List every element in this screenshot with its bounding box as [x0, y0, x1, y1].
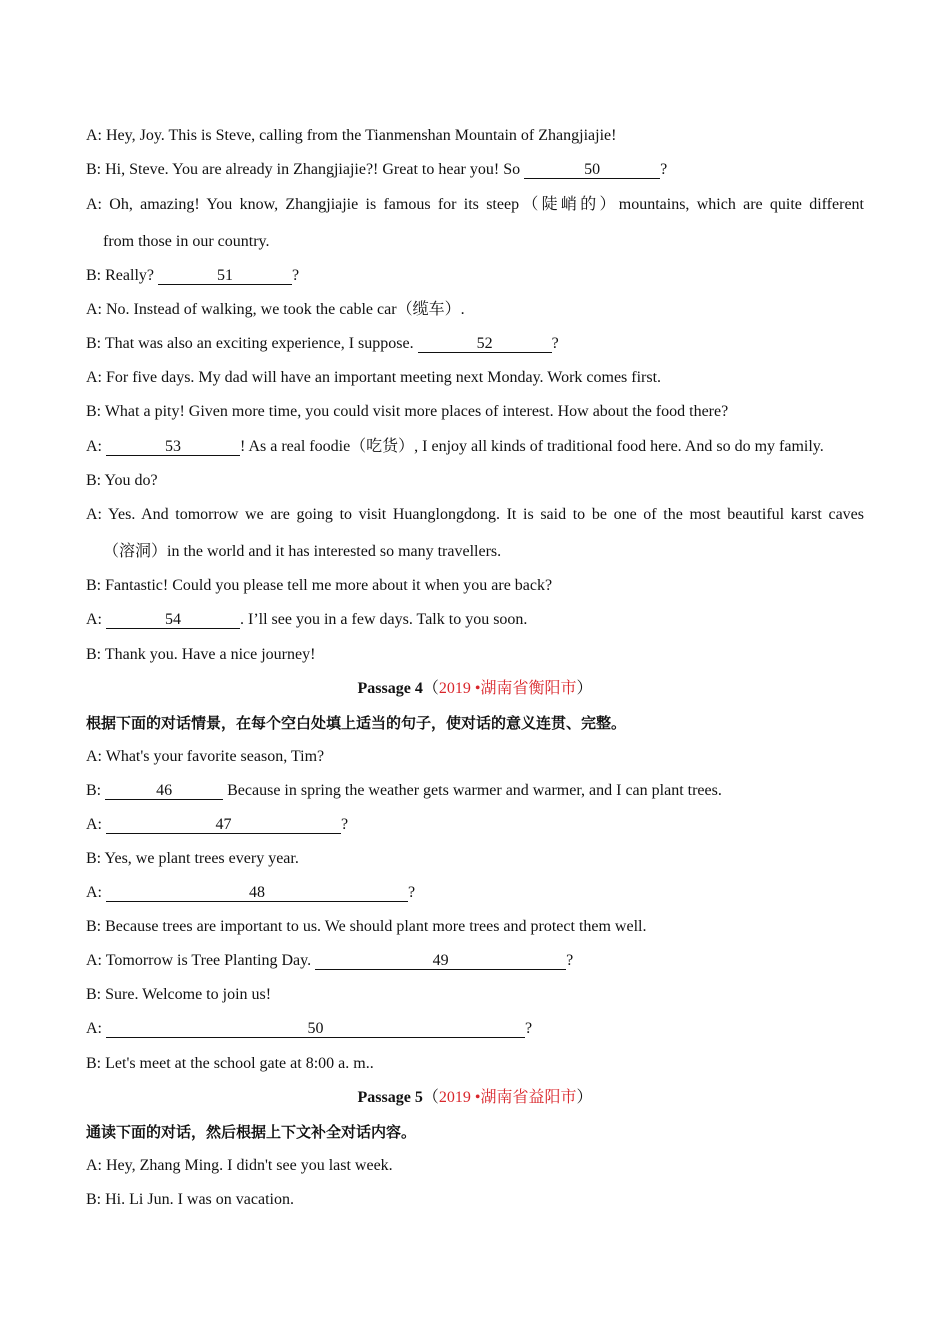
dialogue-line: [86, 814, 864, 836]
dialogue-line: [86, 882, 864, 904]
line-text: A: Tomorrow is Tree Planting Day.: [86, 952, 316, 969]
line-text: B: Sure. Welcome to join us!: [86, 986, 272, 1003]
dialogue-line: [86, 125, 864, 147]
line-text: A: Hey, Joy. This is Steve, calling from the Tianmenshan Mountain of Zhangjiajie!: [86, 127, 617, 144]
passage-heading: [86, 1087, 864, 1109]
line-text: . I’ll see you in a few days. Talk to you soon.: [240, 611, 528, 628]
line-text: A: Yes. And tomorrow we are going to visit Huanglongdong. It is said to be one of the most beautiful karst caves: [86, 506, 864, 523]
line-text: ?: [660, 161, 668, 178]
line-text: A: Hey, Zhang Ming. I didn't see you last week.: [86, 1157, 393, 1174]
line-text: ?: [291, 267, 300, 284]
line-text: B: You do?: [86, 472, 158, 489]
instruction-text: 根据下面的对话情景，在每个空白处填上适当的句子，使对话的意义连贯、完整。: [86, 714, 627, 732]
line-text: B:: [86, 782, 106, 799]
answer-blank-53[interactable]: 53: [106, 438, 240, 456]
line-text: B: That was also an exciting experience, I suppose.: [86, 335, 418, 352]
dialogue-line-continued: [103, 231, 864, 253]
passage-source: 2019 •湖南省衡阳市: [438, 680, 577, 697]
line-text: ?: [551, 335, 559, 352]
dialogue-line: [86, 436, 864, 458]
dialogue-line: [86, 644, 864, 666]
line-text: （溶洞）in the world and it has interested so many travellers.: [103, 543, 502, 560]
dialogue-line: [86, 609, 864, 631]
instruction: [86, 1121, 864, 1143]
line-text: ?: [525, 1020, 533, 1037]
line-text: B: Fantastic! Could you please tell me more about it when you are back?: [86, 577, 553, 594]
answer-blank-50[interactable]: 50: [524, 161, 660, 179]
line-text: A: What's your favorite season, Tim?: [86, 748, 325, 765]
line-text: B: Thank you. Have a nice journey!: [86, 646, 316, 663]
line-text: ?: [341, 816, 349, 833]
dialogue-line: [86, 333, 864, 355]
line-text: A: For five days. My dad will have an important meeting next Monday. Work comes first.: [86, 369, 662, 386]
dialogue-line: [86, 848, 864, 870]
answer-blank-54[interactable]: 54: [106, 611, 240, 629]
passage-heading: [86, 678, 864, 700]
paren-close: ）: [576, 1089, 593, 1106]
dialogue-line: [86, 575, 864, 597]
line-text: A: Oh, amazing! You know, Zhangjiajie is famous for its steep（陡峭的）mountains, which are quite different: [86, 196, 864, 213]
line-text: ?: [566, 952, 574, 969]
dialogue-line: [86, 950, 864, 972]
answer-blank-52[interactable]: 52: [418, 335, 552, 353]
line-text: B: Hi, Steve. You are already in Zhangjiajie?! Great to hear you! So: [86, 161, 525, 178]
line-text: A: No. Instead of walking, we took the cable car（缆车）.: [86, 301, 465, 318]
answer-blank-46[interactable]: 46: [105, 782, 223, 800]
line-text: A:: [86, 438, 106, 455]
line-text: B: Because trees are important to us. We should plant more trees and protect them well.: [86, 918, 647, 935]
passage-title: Passage 4: [357, 680, 423, 697]
line-text: A:: [86, 611, 106, 628]
dialogue-line: [86, 780, 864, 802]
paren-close: ）: [576, 680, 593, 697]
line-text: B: Let's meet at the school gate at 8:00 a. m..: [86, 1055, 374, 1072]
passage-title: Passage 5: [357, 1089, 423, 1106]
dialogue-line: [86, 265, 864, 287]
paren-open: （: [422, 680, 439, 697]
line-text: A:: [86, 1020, 106, 1037]
answer-blank-49[interactable]: 49: [315, 952, 566, 970]
answer-blank-47[interactable]: 47: [106, 816, 341, 834]
dialogue-line: [86, 159, 864, 181]
line-text: B: Hi. Li Jun. I was on vacation.: [86, 1191, 294, 1208]
line-text: B: What a pity! Given more time, you could visit more places of interest. How about the food there?: [86, 403, 729, 420]
paren-open: （: [422, 1089, 439, 1106]
dialogue-line: [86, 916, 864, 938]
dialogue-line-continued: [103, 541, 864, 563]
line-text: A:: [86, 816, 106, 833]
line-text: ?: [408, 884, 416, 901]
dialogue-line: [86, 504, 864, 526]
line-text: from those in our country.: [103, 233, 270, 250]
dialogue-line: [86, 194, 864, 216]
dialogue-line: [86, 1018, 864, 1040]
dialogue-line: [86, 1155, 864, 1177]
line-text: B: Yes, we plant trees every year.: [86, 850, 299, 867]
passage-source: 2019 •湖南省益阳市: [438, 1089, 577, 1106]
instruction-text: 通读下面的对话，然后根据上下文补全对话内容。: [86, 1123, 417, 1141]
dialogue-line: [86, 984, 864, 1006]
dialogue-line: [86, 1189, 864, 1211]
dialogue-line: [86, 299, 864, 321]
dialogue-line: [86, 470, 864, 492]
line-text: A:: [86, 884, 106, 901]
answer-blank-48[interactable]: 48: [106, 884, 408, 902]
dialogue-line: [86, 746, 864, 768]
line-text: Because in spring the weather gets warmer and warmer, and I can plant trees.: [223, 782, 722, 799]
line-text: B: Really?: [86, 267, 158, 284]
dialogue-line: [86, 1053, 864, 1075]
instruction: [86, 712, 864, 734]
dialogue-line: [86, 401, 864, 423]
dialogue-line: [86, 367, 864, 389]
line-text: ! As a real foodie（吃货）, I enjoy all kinds of traditional food here. And so do my family.: [240, 438, 824, 455]
answer-blank-50[interactable]: 50: [106, 1020, 525, 1038]
answer-blank-51[interactable]: 51: [158, 267, 292, 285]
